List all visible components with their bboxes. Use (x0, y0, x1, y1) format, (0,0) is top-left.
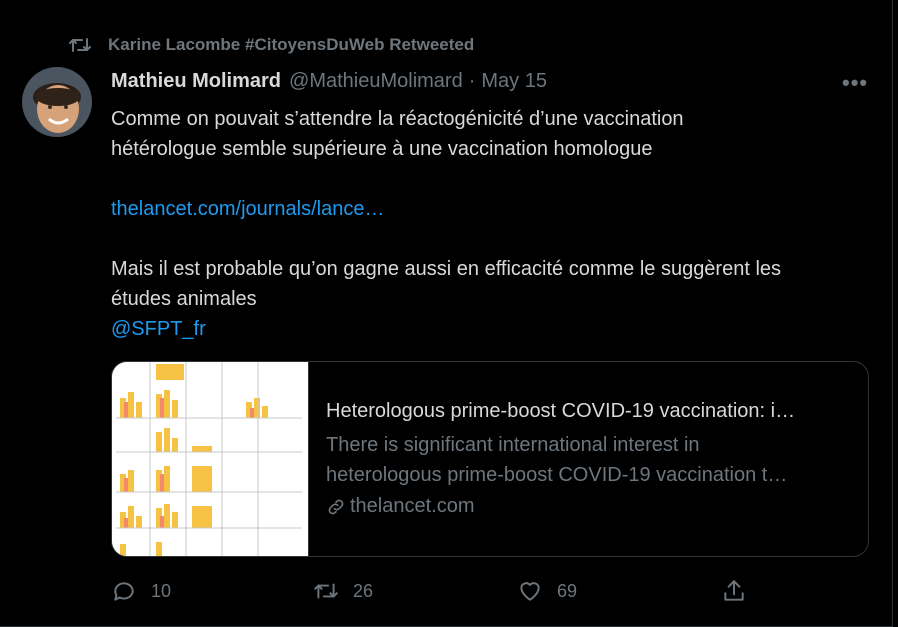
card-domain (326, 495, 475, 518)
card-domain-text: thelancet.com (350, 495, 475, 517)
card-title: Heterologous prime-boost COVID-19 vaccination: i… (326, 400, 796, 422)
reply-icon (111, 578, 137, 604)
like-count: 69 (557, 580, 578, 601)
tweet-text-line: études animales (111, 288, 257, 310)
mention-link[interactable]: @SFPT_fr (111, 318, 206, 340)
like-button[interactable] (517, 578, 577, 604)
retweet-count: 26 (353, 580, 374, 601)
retweet-icon (313, 578, 339, 604)
more-options-icon[interactable]: ••• (842, 70, 869, 95)
share-icon (721, 578, 747, 604)
link-preview-card[interactable] (111, 361, 869, 557)
share-button[interactable] (721, 578, 747, 604)
tweet-header (111, 70, 547, 93)
author-handle[interactable]: @MathieuMolimard (289, 70, 463, 92)
retweet-button[interactable] (313, 578, 373, 604)
retweet-label: Karine Lacombe #CitoyensDuWeb Retweeted (108, 35, 475, 54)
separator-dot: · (468, 70, 476, 92)
reply-button[interactable] (111, 578, 171, 604)
card-description (326, 430, 787, 490)
tweet-text-line: Comme on pouvait s’attendre la réactogénicité d’une vaccination (111, 108, 684, 130)
card-description-line: heterologous prime-boost COVID-19 vaccination t… (326, 464, 788, 486)
retweet-icon (68, 33, 92, 57)
tweet-text-line: hétérologue semble supérieure à une vaccination homologue (111, 138, 653, 160)
heart-icon (517, 578, 543, 604)
tweet-date[interactable]: May 15 (481, 70, 547, 92)
link-icon (326, 497, 346, 517)
card-description-line: There is significant international interest in (326, 434, 700, 456)
tweet-link[interactable]: thelancet.com/journals/lance… (111, 198, 385, 220)
author-name[interactable]: Mathieu Molimard (111, 70, 282, 92)
reply-count: 10 (151, 580, 172, 601)
card-thumbnail (112, 362, 309, 556)
avatar[interactable] (22, 67, 92, 137)
tweet-text-line: Mais il est probable qu’on gagne aussi en efficacité comme le suggèrent les (111, 258, 782, 280)
retweet-context[interactable] (68, 33, 474, 57)
